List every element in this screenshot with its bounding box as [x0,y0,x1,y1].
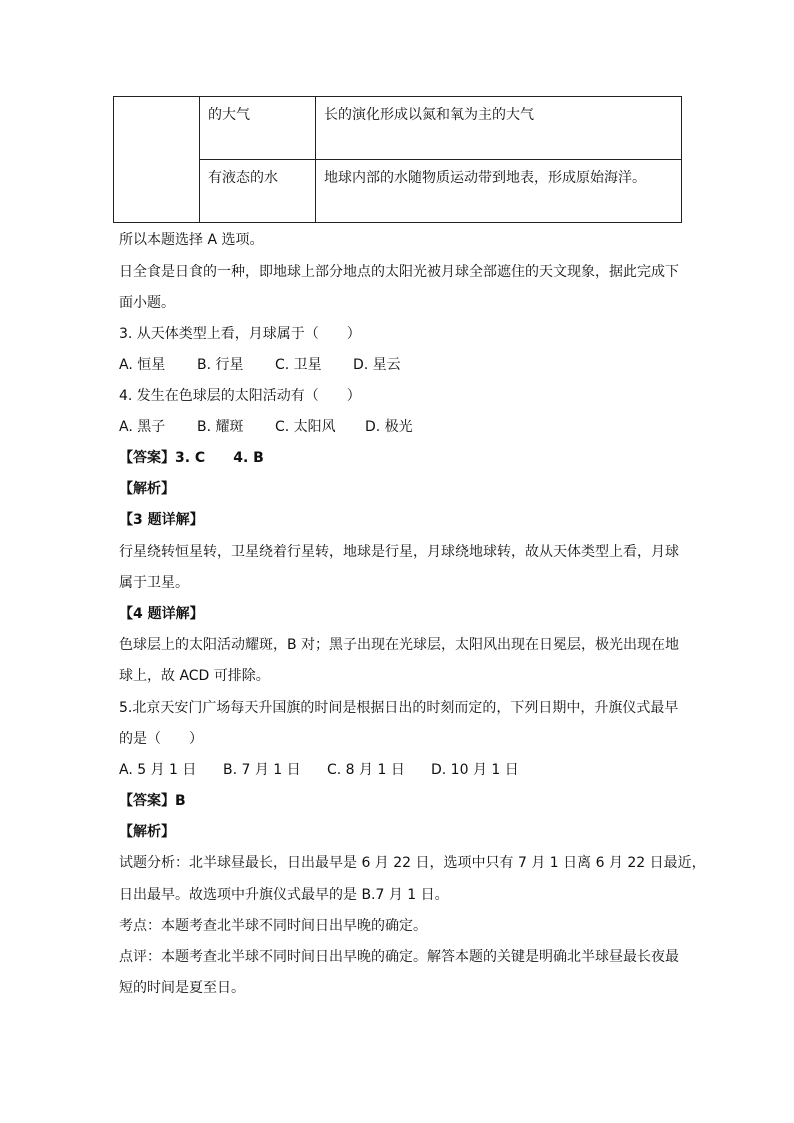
option-a: A. 5 月 1 日 [119,762,197,778]
analysis-heading: 【解析】 [119,481,175,497]
table-row [114,160,682,223]
question-5-line-2: 的是（ ） [119,731,203,747]
detail-4-line-2: 球上，故 ACD 可排除。 [119,668,270,684]
answer-3-4: 【答案】3. C 4. B [119,450,264,466]
question-5-line-1: 5.北京天安门广场每天升国旗的时间是根据日出的时刻而定的，下列日期中，升旗仪式最早 [119,700,679,716]
option-c: C. 卫星 [275,357,322,373]
question-4-options [119,417,689,437]
dianping-line-1: 点评：本题考查北半球不同时间日出早晚的确定。解答本题的关键是明确北半球昼最长夜最 [119,949,679,965]
option-b: B. 行星 [197,357,244,373]
detail-3-line-2: 属于卫星。 [119,575,189,591]
test-analysis-line-1: 试题分析：北半球昼最长，日出最早是 6 月 22 日，选项中只有 7 月 1 日离 6 月 22 日最近， [119,855,706,871]
intro-line-2: 面小题。 [119,295,175,311]
option-b: B. 7 月 1 日 [223,762,301,778]
detail-4-heading: 【4 题详解】 [119,606,204,622]
intro-line-1: 日全食是日食的一种，即地球上部分地点的太阳光被月球全部遮住的天文现象，据此完成下 [119,264,679,280]
table-cell-empty [114,97,200,223]
continuation-table [113,96,682,223]
option-d: D. 10 月 1 日 [431,762,519,778]
table-row [114,97,682,160]
conclusion-line: 所以本题选择 A 选项。 [119,232,264,248]
detail-4-line-1: 色球层上的太阳活动耀斑，B 对；黑子出现在光球层，太阳风出现在日冕层，极光出现在地 [119,637,680,653]
answer-5: 【答案】B [119,793,186,809]
question-4: 4. 发生在色球层的太阳活动有（ ） [119,388,361,404]
table-cell: 地球内部的水随物质运动带到地表，形成原始海洋。 [316,160,682,223]
kaodian-line: 考点：本题考查北半球不同时间日出早晚的确定。 [119,918,427,934]
table-cell: 的大气 [200,97,316,160]
question-5-options [119,760,689,780]
question-3-options [119,355,689,375]
option-d: D. 星云 [353,357,401,373]
detail-3-line-1: 行星绕转恒星转，卫星绕着行星转，地球是行星，月球绕地球转，故从天体类型上看，月球 [119,544,679,560]
table-cell: 长的演化形成以氮和氧为主的大气 [316,97,682,160]
detail-3-heading: 【3 题详解】 [119,512,204,528]
option-c: C. 太阳风 [275,419,336,435]
table-cell: 有液态的水 [200,160,316,223]
option-b: B. 耀斑 [197,419,244,435]
question-3: 3. 从天体类型上看，月球属于（ ） [119,326,361,342]
option-d: D. 极光 [365,419,413,435]
test-analysis-line-2: 日出最早。故选项中升旗仪式最早的是 B.7 月 1 日。 [119,887,449,903]
option-a: A. 黑子 [119,419,166,435]
option-c: C. 8 月 1 日 [327,762,405,778]
option-a: A. 恒星 [119,357,166,373]
dianping-line-2: 短的时间是夏至日。 [119,980,245,996]
analysis-heading-2: 【解析】 [119,824,175,840]
